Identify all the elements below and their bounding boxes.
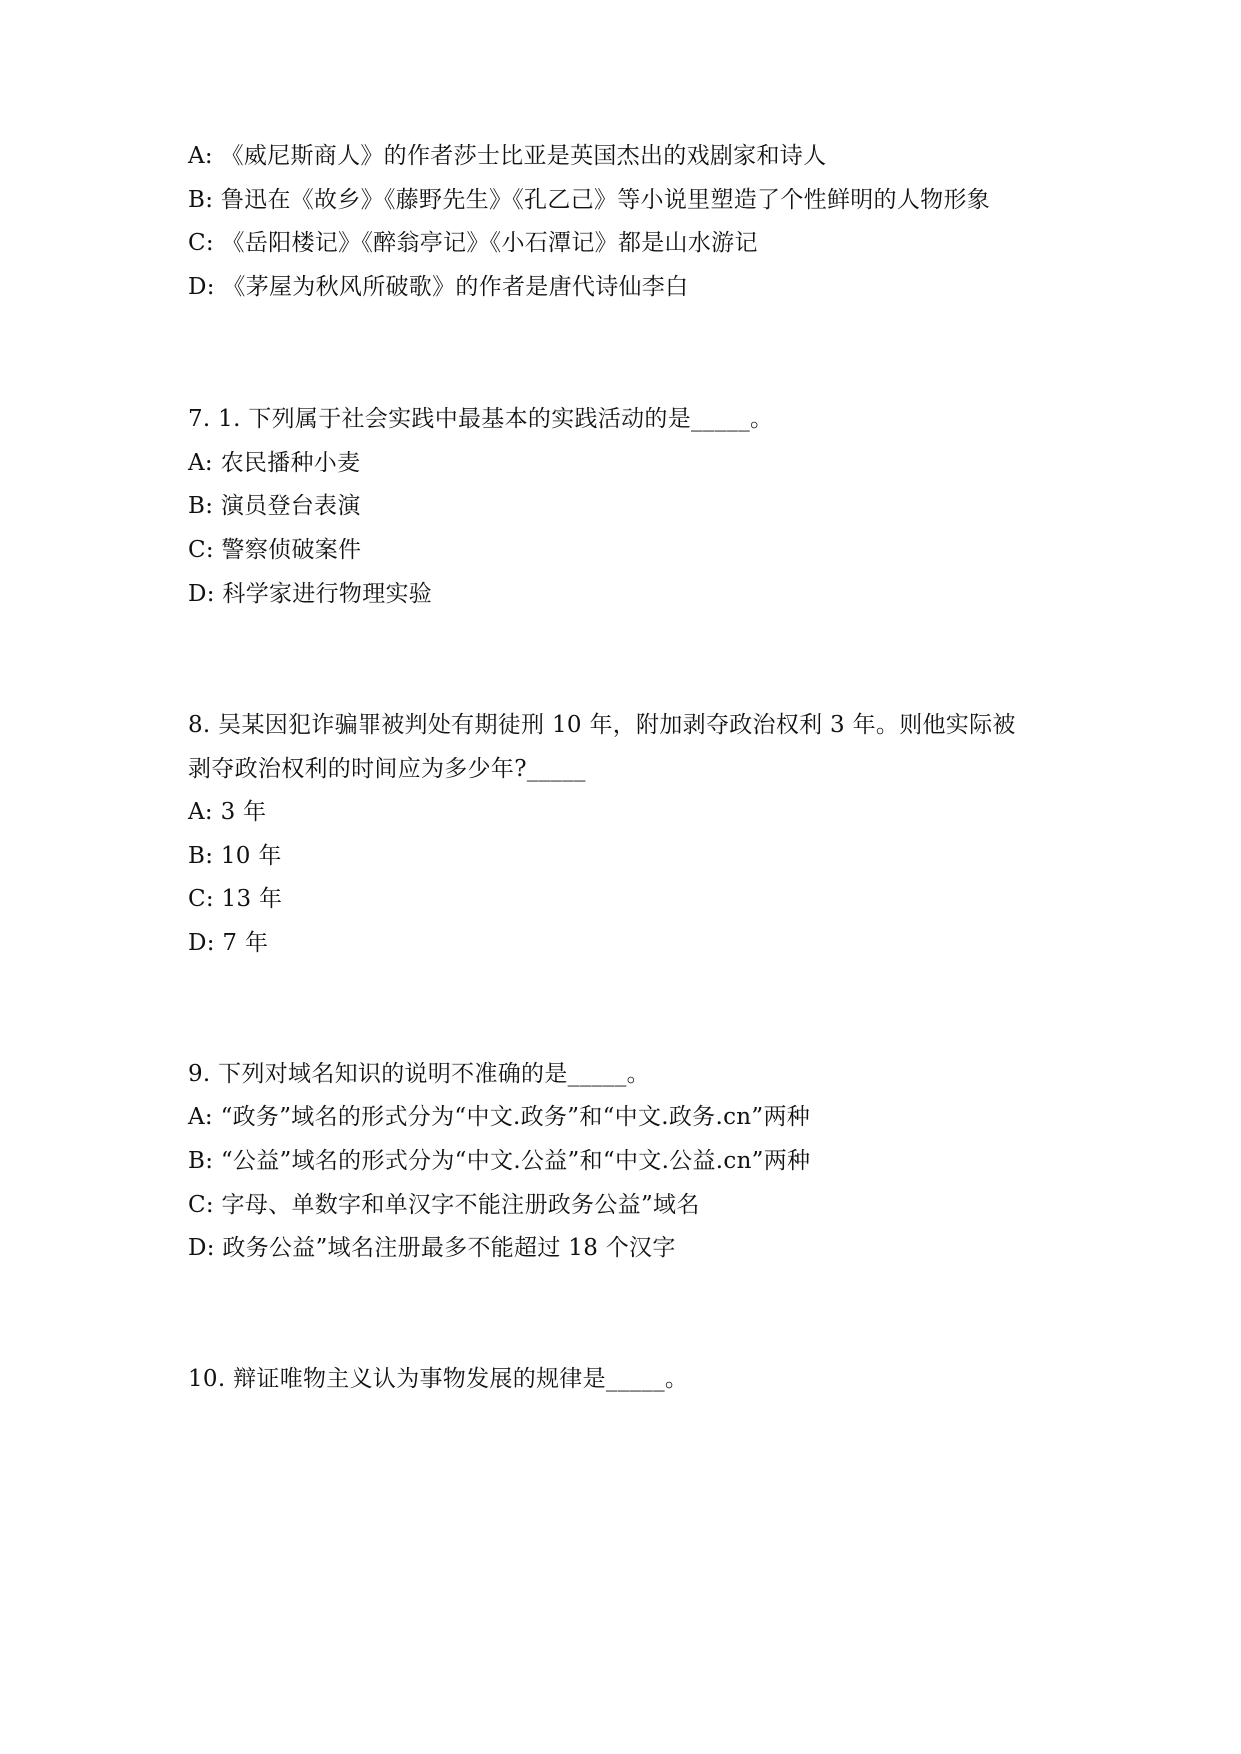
question-8-stem-line-1: 8. 吴某因犯诈骗罪被判处有期徒刑 10 年，附加剥夺政治权利 3 年。则他实际被 <box>188 712 1016 738</box>
question-9-option-a: A: “政务”域名的形式分为“中文.政务”和“中文.政务.cn”两种 <box>188 1104 811 1130</box>
question-7-stem: 7. 1. 下列属于社会实践中最基本的实践活动的是_____。 <box>188 406 774 432</box>
question-7-option-b: B: 演员登台表演 <box>188 493 361 519</box>
question-8-option-c: C: 13 年 <box>188 886 283 912</box>
prev-option-d: D: 《茅屋为秋风所破歌》的作者是唐代诗仙李白 <box>188 274 689 300</box>
question-9-option-c: C: 字母、单数字和单汉字不能注册政务公益”域名 <box>188 1192 700 1218</box>
question-7-option-d: D: 科学家进行物理实验 <box>188 581 433 607</box>
question-8-stem-line-2: 剥夺政治权利的时间应为多少年?_____ <box>188 756 586 782</box>
question-9-option-d: D: 政务公益”域名注册最多不能超过 18 个汉字 <box>188 1235 676 1261</box>
prev-option-b: B: 鲁迅在《故乡》《藤野先生》《孔乙己》等小说里塑造了个性鲜明的人物形象 <box>188 187 991 213</box>
question-9-stem: 9. 下列对域名知识的说明不准确的是_____。 <box>188 1061 650 1087</box>
question-8-option-d: D: 7 年 <box>188 930 269 956</box>
question-10-stem: 10. 辩证唯物主义认为事物发展的规律是_____。 <box>188 1366 689 1392</box>
prev-option-a: A: 《威尼斯商人》的作者莎士比亚是英国杰出的戏剧家和诗人 <box>188 143 827 169</box>
question-8-option-b: B: 10 年 <box>188 843 282 869</box>
question-7-option-a: A: 农民播种小麦 <box>188 450 361 476</box>
question-9-option-b: B: “公益”域名的形式分为“中文.公益”和“中文.公益.cn”两种 <box>188 1148 811 1174</box>
prev-option-c: C: 《岳阳楼记》《醉翁亭记》《小石潭记》都是山水游记 <box>188 230 758 256</box>
question-7-option-c: C: 警察侦破案件 <box>188 537 362 563</box>
question-8-option-a: A: 3 年 <box>188 799 267 825</box>
